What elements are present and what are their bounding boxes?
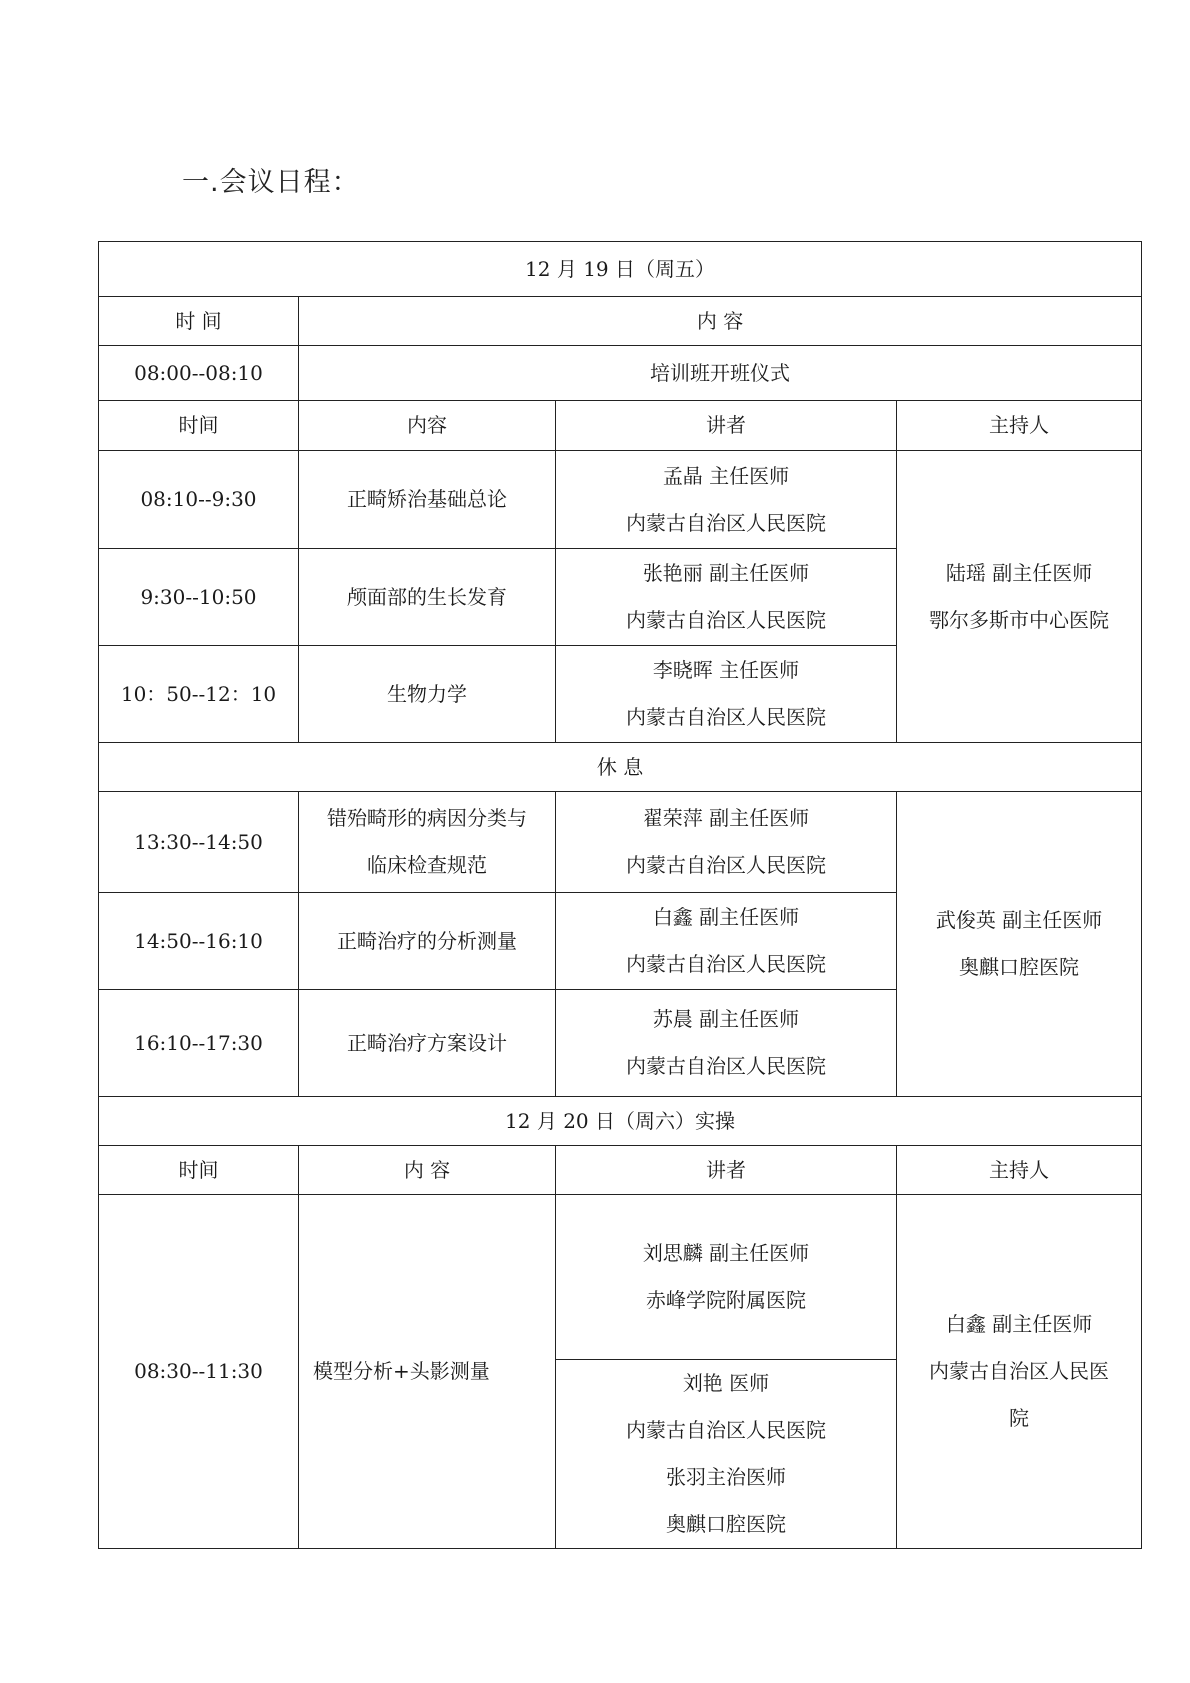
speaker-name: 刘艳 医师 [682,1371,770,1395]
table-row [99,451,1142,549]
morning-host [897,451,1142,743]
host-name: 武俊英 副主任医师 [935,908,1103,932]
speaker-name: 李晓晖 主任医师 [652,658,800,682]
table-row [99,1195,1142,1549]
sub-header-host: 主持人 [897,401,1142,451]
sub-header-content: 内容 [299,401,556,451]
speaker-org: 内蒙古自治区人民医院 [626,608,826,632]
session-content: 正畸矫治基础总论 [299,451,556,549]
day1-column-header-row [99,297,1142,346]
session-content: 生物力学 [299,646,556,743]
host-name: 白鑫 副主任医师 [945,1312,1093,1336]
session-content: 模型分析+头影测量 [299,1195,556,1549]
opening-time: 08:00--08:10 [99,346,299,401]
speaker-org: 内蒙古自治区人民医院 [626,510,826,535]
schedule-table [98,241,1142,1549]
day2-date-row [99,1097,1142,1146]
speaker-name: 孟晶 主任医师 [662,463,790,488]
session-speakers [556,1195,897,1549]
host-org: 奥麒口腔医院 [959,955,1080,979]
session-time: 08:10--9:30 [99,451,299,549]
session-content: 正畸治疗方案设计 [299,990,556,1097]
day1-date-header: 12 月 19 日（周五） [99,242,1142,297]
break-row [99,743,1142,792]
speaker-org: 内蒙古自治区人民医院 [626,705,826,729]
speaker-org: 赤峰学院附属医院 [646,1288,806,1312]
session-time: 16:10--17:30 [99,990,299,1097]
day2-date-header: 12 月 20 日（周六）实操 [99,1097,1142,1146]
session-time: 08:30--11:30 [99,1195,299,1549]
sub-header-host: 主持人 [897,1146,1142,1195]
session-time: 10：50--12：10 [99,646,299,743]
host-name: 陆瑶 副主任医师 [945,560,1093,585]
speaker-name: 刘思麟 副主任医师 [642,1241,810,1265]
break-label: 休 息 [99,743,1142,792]
section-heading: 一.会议日程： [182,167,360,198]
session-speaker [556,893,897,990]
session-speaker [556,451,897,549]
speaker-block [556,1195,896,1360]
speaker-name: 翟荣萍 副主任医师 [642,806,810,830]
session-content [299,792,556,893]
day1-col-time: 时 间 [99,297,299,346]
sub-header-content: 内 容 [299,1146,556,1195]
speaker-org: 内蒙古自治区人民医院 [626,952,826,976]
session-speaker [556,792,897,893]
speaker-org: 内蒙古自治区人民医院 [626,1418,826,1442]
sub-header-time: 时间 [99,1146,299,1195]
session-content: 正畸治疗的分析测量 [299,893,556,990]
session-time: 9:30--10:50 [99,549,299,646]
session-speaker [556,990,897,1097]
day2-sub-header-row [99,1146,1142,1195]
session-content: 颅面部的生长发育 [299,549,556,646]
opening-row [99,346,1142,401]
host-org: 内蒙古自治区人民医 [929,1359,1110,1383]
host-org: 院 [1009,1406,1030,1430]
speaker-org: 内蒙古自治区人民医院 [626,1054,826,1078]
opening-content: 培训班开班仪式 [299,346,1142,401]
host-org: 鄂尔多斯市中心医院 [929,607,1110,632]
afternoon-host [897,792,1142,1097]
sub-header-speaker: 讲者 [556,401,897,451]
sub-header-speaker: 讲者 [556,1146,897,1195]
speaker-org: 内蒙古自治区人民医院 [626,853,826,877]
table-row [99,792,1142,893]
session-time: 13:30--14:50 [99,792,299,893]
speaker-name: 白鑫 副主任医师 [652,905,800,929]
session-speaker [556,549,897,646]
session-time: 14:50--16:10 [99,893,299,990]
day1-date-row [99,242,1142,297]
speaker-name: 张羽主治医师 [666,1465,786,1489]
content-line: 错殆畸形的病因分类与 [327,806,527,830]
speaker-name: 张艳丽 副主任医师 [642,561,810,585]
day1-col-content: 内 容 [299,297,1142,346]
content-line: 临床检查规范 [367,853,487,877]
speaker-block [556,1360,896,1548]
speaker-name: 苏晨 副主任医师 [652,1007,800,1031]
sub-header-time: 时间 [99,401,299,451]
session-speaker [556,646,897,743]
speaker-org: 奥麒口腔医院 [666,1512,786,1536]
day1-sub-header-row [99,401,1142,451]
day2-host [897,1195,1142,1549]
